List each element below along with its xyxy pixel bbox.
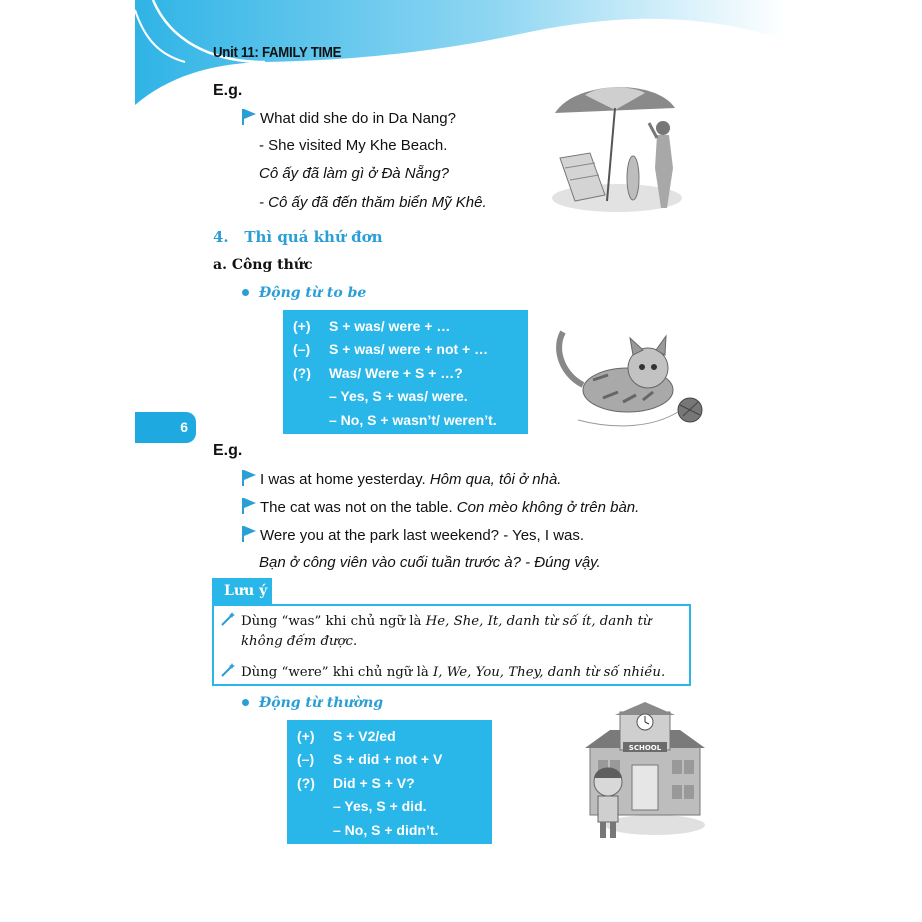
formula-sign: (–) bbox=[293, 341, 311, 358]
section-title: 4. Thì quá khứ đơn bbox=[213, 228, 383, 246]
cat-illustration bbox=[548, 320, 713, 440]
formula-text: – Yes, S + was/ were. bbox=[329, 388, 468, 405]
note-text: Dùng “was” khi chủ ngữ là bbox=[241, 614, 426, 629]
formula-sign: (–) bbox=[297, 751, 315, 768]
formula-text: Was/ Were + S + …? bbox=[329, 364, 463, 381]
example-vi: Hôm qua, tôi ở nhà. bbox=[429, 471, 562, 488]
beach-illustration bbox=[545, 83, 690, 218]
formula-row bbox=[297, 748, 482, 772]
note-line-1 bbox=[220, 611, 652, 629]
formula-text: – No, S + didn’t. bbox=[333, 821, 439, 838]
page-number-tab: 6 bbox=[135, 412, 196, 443]
regular-verb-heading-text: Động từ thường bbox=[259, 695, 384, 711]
flag-icon bbox=[241, 525, 257, 543]
example2-translation: Bạn ở công viên vào cuối tuần trước à? - Đúng vậy. bbox=[259, 554, 601, 571]
example-vi: Con mèo không ở trên bàn. bbox=[456, 499, 640, 516]
example-label: E.g. bbox=[213, 82, 243, 99]
note-label: Lưu ý bbox=[212, 578, 272, 604]
school-sign-text: SCHOOL bbox=[628, 744, 662, 752]
regular-verb-heading bbox=[242, 695, 383, 711]
formula-row bbox=[293, 361, 518, 385]
formula-row bbox=[293, 408, 518, 432]
school-illustration bbox=[580, 700, 710, 845]
example-answer: - She visited My Khe Beach. bbox=[259, 137, 448, 154]
example2-item bbox=[241, 469, 561, 488]
formula-row bbox=[293, 314, 518, 338]
example-question bbox=[241, 108, 456, 127]
example2-label: E.g. bbox=[213, 442, 243, 459]
example-answer-vi: - Cô ấy đã đến thăm biển Mỹ Khê. bbox=[259, 194, 487, 211]
to-be-heading-text: Động từ to be bbox=[259, 285, 367, 301]
note-text-italic: I, We, You, They, danh từ số nhiều. bbox=[433, 665, 666, 680]
formula-text: S + was/ were + not + … bbox=[329, 341, 489, 358]
flag-icon bbox=[241, 469, 257, 487]
formula-text: – No, S + wasn’t/ weren’t. bbox=[329, 411, 497, 428]
formula-row bbox=[297, 724, 482, 748]
formula-sign: (?) bbox=[297, 774, 315, 791]
magic-wand-icon bbox=[220, 662, 236, 678]
example-en: I was at home yesterday. bbox=[260, 471, 426, 488]
example2-item bbox=[241, 497, 639, 516]
note-text: Dùng “were” khi chủ ngữ là bbox=[241, 665, 433, 680]
formula-sign: (+) bbox=[297, 727, 315, 744]
note-box bbox=[212, 604, 691, 686]
note-line-2 bbox=[220, 662, 665, 680]
formula-text: S + was/ were + … bbox=[329, 317, 451, 334]
question-text: What did she do in Da Nang? bbox=[260, 110, 456, 127]
formula-sign: (+) bbox=[293, 317, 311, 334]
to-be-heading bbox=[242, 285, 366, 301]
example-en: Were you at the park last weekend? - Yes, I was. bbox=[260, 527, 585, 544]
formula-text: S + V2/ed bbox=[333, 727, 396, 744]
formula-sign: (?) bbox=[293, 364, 311, 381]
subsection-title: a. Công thức bbox=[213, 257, 313, 273]
formula-text: S + did + not + V bbox=[333, 751, 443, 768]
flag-icon bbox=[241, 497, 257, 515]
example-question-vi: Cô ấy đã làm gì ở Đà Nẵng? bbox=[259, 165, 449, 182]
note-text-italic: He, She, It, danh từ số ít, danh từ bbox=[425, 614, 652, 629]
formula-text: – Yes, S + did. bbox=[333, 798, 427, 815]
note-line-1-cont: không đếm được. bbox=[241, 634, 358, 649]
formula-row bbox=[297, 795, 482, 819]
example2-item bbox=[241, 525, 584, 544]
unit-title: Unit 11: FAMILY TIME bbox=[213, 44, 342, 61]
regular-verb-formula-box bbox=[287, 720, 492, 844]
example-en: The cat was not on the table. bbox=[260, 499, 453, 516]
magic-wand-icon bbox=[220, 611, 236, 627]
formula-row bbox=[293, 385, 518, 409]
formula-row bbox=[293, 338, 518, 362]
flag-icon bbox=[241, 108, 257, 126]
bullet-icon bbox=[242, 289, 249, 296]
formula-row bbox=[297, 771, 482, 795]
formula-row bbox=[297, 818, 482, 842]
formula-text: Did + S + V? bbox=[333, 774, 415, 791]
to-be-formula-box bbox=[283, 310, 528, 434]
bullet-icon bbox=[242, 699, 249, 706]
